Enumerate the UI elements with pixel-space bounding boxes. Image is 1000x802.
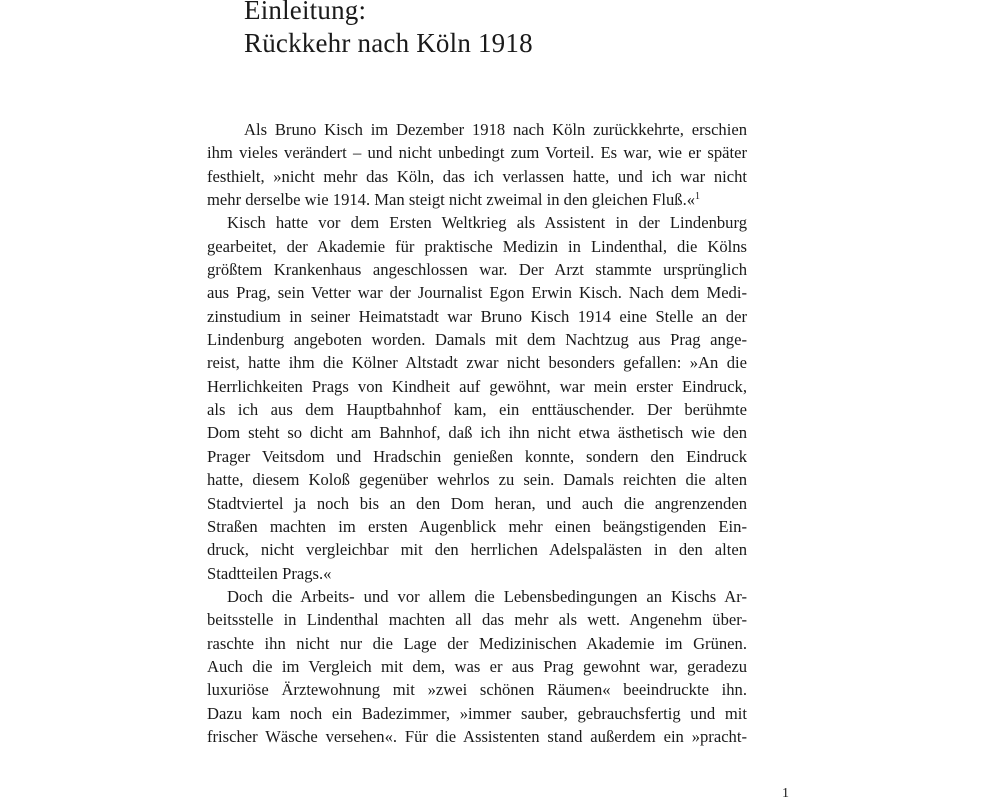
text-line: Kisch hatte vor dem Ersten Weltkrieg als Assistent in der Lindenburg (227, 213, 747, 233)
text-line: beitsstelle in Lindenthal machten all das mehr als wett. Angenehm über- (207, 610, 747, 630)
text-line: Als Bruno Kisch im Dezember 1918 nach Köln zurückkehrte, erschien (244, 120, 747, 139)
text-line: zinstudium in seiner Heimatstadt war Bruno Kisch 1914 eine Stelle an der (207, 306, 747, 326)
text-line: Doch die Arbeits- und vor allem die Lebensbedingungen an Kischs Ar- (227, 586, 747, 606)
body-text (207, 118, 747, 748)
text-line: mehr derselbe wie 1914. Man steigt nicht zweimal in den gleichen Fluß.«$^1$ (207, 190, 701, 210)
text-line: Dom steht so dicht am Bahnhof, daß ich ihn nicht etwa ästhetisch wie den (207, 423, 747, 443)
text-line: aus Prag, sein Vetter war der Journalist Egon Erwin Kisch. Nach dem Medi- (207, 283, 747, 303)
text-line: luxuriöse Ärztewohnung mit »zwei schönen Räumen« beeindruckte ihn. (207, 680, 747, 700)
text-line: Auch die im Vergleich mit dem, was er aus Prag gewohnt war, geradezu (207, 656, 747, 676)
text-line: festhielt, »nicht mehr das Köln, das ich verlassen hatte, und ich war nicht (207, 166, 747, 186)
chapter-title (244, 0, 533, 60)
page-number: 1 (782, 786, 789, 801)
text-line: frischer Wäsche versehen«. Für die Assistenten stand außerdem ein »pracht- (207, 726, 747, 746)
text-line: hatte, diesem Koloß gegenüber wehrlos zu sein. Damals reichten die alten (207, 470, 747, 490)
text-line: reist, hatte ihm die Kölner Altstadt zwar nicht besonders gefallen: »An die (207, 353, 747, 373)
chapter-title-line-1: Einleitung: (244, 0, 367, 25)
text-line: druck, nicht vergleichbar mit den herrlichen Adelspalästen in den alten (207, 540, 747, 560)
text-line: als ich aus dem Hauptbahnhof kam, ein enttäuschender. Der berühmte (207, 400, 747, 420)
text-line: Lindenburg angeboten worden. Damals mit dem Nachtzug aus Prag ange- (207, 330, 747, 350)
text-line: Prager Veitsdom und Hradschin genießen konnte, sondern den Eindruck (207, 446, 747, 466)
text-line: Stadtteilen Prags.« (207, 563, 332, 583)
text-line: Stadtviertel ja noch bis an den Dom heran, und auch die angrenzenden (207, 493, 747, 513)
text-line: Straßen machten im ersten Augenblick mehr einen beängstigenden Ein- (207, 516, 747, 536)
text-line: raschte ihn nicht nur die Lage der Medizinischen Akademie im Grünen. (207, 633, 747, 653)
text-line: Dazu kam noch ein Badezimmer, »immer sauber, gebrauchsfertig und mit (207, 703, 747, 723)
chapter-title-line-2: Rückkehr nach Köln 1918 (244, 28, 533, 58)
text-line: größtem Krankenhaus angeschlossen war. Der Arzt stammte ursprünglich (207, 260, 747, 280)
text-line: gearbeitet, der Akademie für praktische Medizin in Lindenthal, die Kölns (207, 236, 747, 256)
footnote-marker: 1 (695, 191, 701, 203)
text-line: Herrlichkeiten Prags von Kindheit auf gewöhnt, war mein erster Eindruck, (207, 376, 747, 396)
text-line: ihm vieles verändert – und nicht unbedingt zum Vorteil. Es war, wie er später (207, 143, 747, 163)
